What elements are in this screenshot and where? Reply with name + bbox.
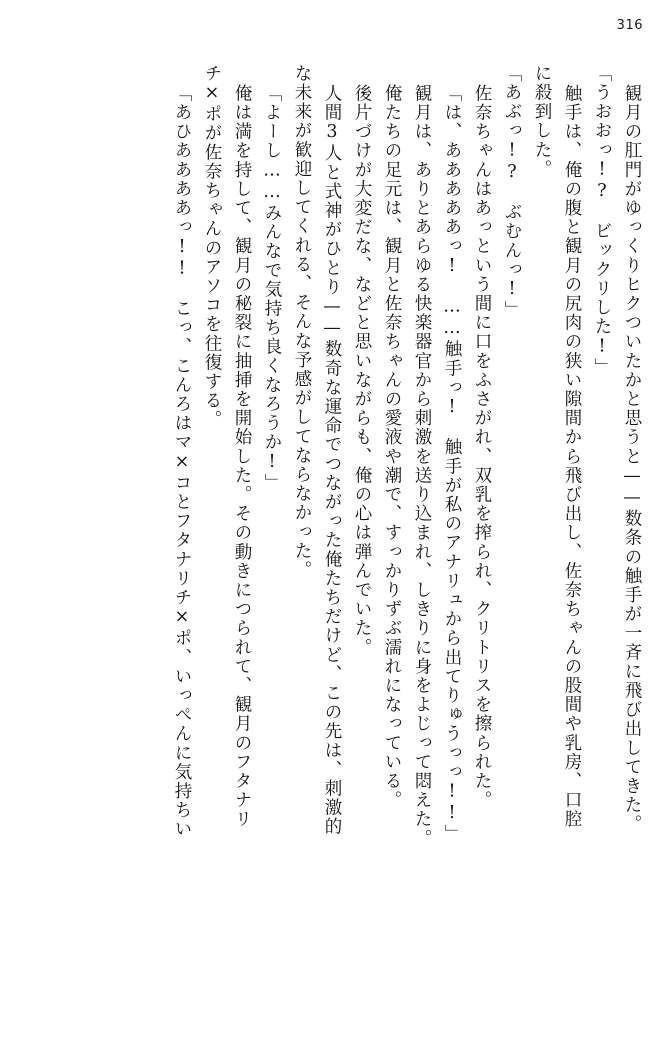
text-line: 「よーし……みんなで気持ち良くなろうか!」	[262, 84, 282, 493]
text-line: 佐奈ちゃんはあっという間に口をふさがれ、双乳を搾られ、クリトリスを擦られた。	[472, 84, 492, 810]
text-line: 俺は満を持して、観月の秘裂に抽挿を開始した。その動きにつられて、観月のフタナリ	[232, 84, 252, 829]
text-line: に殺到した。	[532, 64, 552, 179]
text-line: チ×ポが佐奈ちゃんのアソコを往復する。	[202, 64, 222, 430]
text-line: 観月は、ありとあらゆる快楽器官から刺激を送り込まれ、しきりに身をよじって悶えた。	[412, 84, 432, 848]
text-line: な未来が歓迎してくれる、そんな予感がしてならなかった。	[292, 64, 312, 580]
text-line: 後片づけが大変だな、などと思いながらも、俺の心は弾んでいた。	[352, 84, 372, 657]
page-number: 316	[616, 18, 643, 33]
text-line: 触手は、俺の腹と観月の尻肉の狭い隙間から飛び出し、佐奈ちゃんの股間や乳房、口腔	[562, 84, 582, 829]
text-line: 「は、あああああっ! ……触手っ! 触手が私のアナリュから出てりゅうっっ!!」	[442, 84, 462, 844]
text-line: 人間3人と式神がひとり——数奇な運命でつながった俺たちだけど、この先は、刺激的	[322, 84, 342, 837]
text-line: 俺たちの足元は、観月と佐奈ちゃんの愛液や潮で、すっかりずぶ濡れになっている。	[382, 84, 402, 810]
page-body-text	[26, 64, 647, 1024]
text-line: 観月の肛門がゆっくりヒクついたかと思うと——数条の触手が一斉に飛び出してきた。	[622, 84, 642, 834]
text-line: 「あぶっ!? ぶむんっ!」	[502, 64, 522, 320]
text-line: 「あひああああっ!! こっ、こんろはマ×コとフタナリチ×ポ、いっぺんに気持ちい	[172, 84, 192, 839]
text-line: 「うおおっ!? ビックリした!」	[592, 64, 612, 378]
